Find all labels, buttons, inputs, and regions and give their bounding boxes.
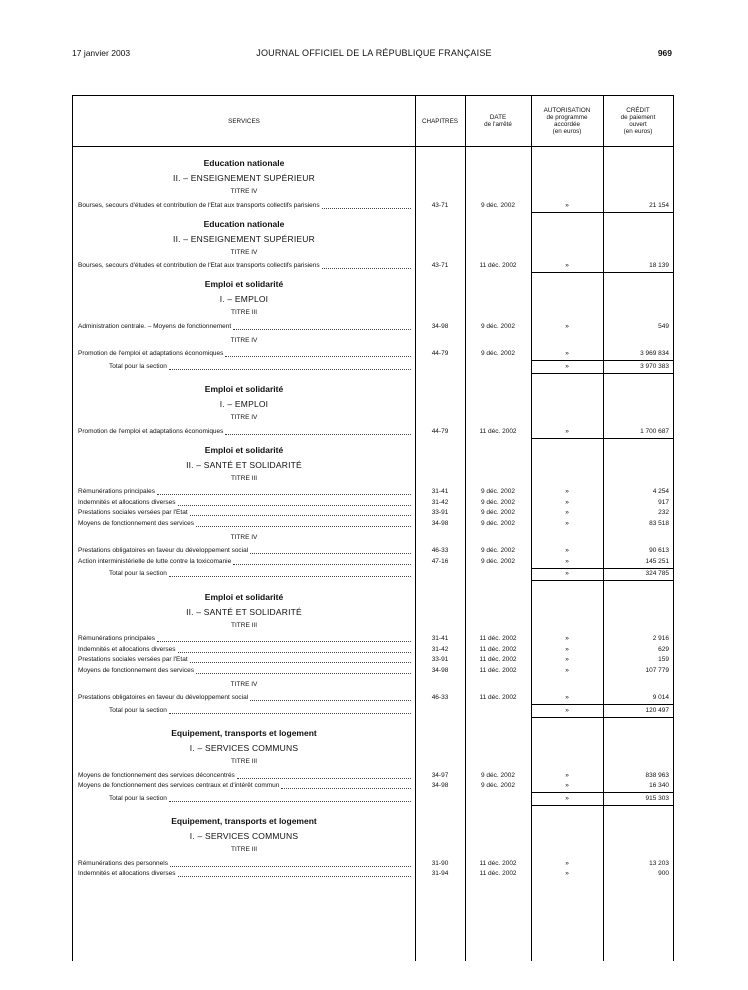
- row-label: Promotion de l'emploi et adaptations économiques: [78, 427, 224, 435]
- row-credit: 4 254: [652, 488, 669, 495]
- header-autorisation: AUTORISATION de programme accordée (en euros): [543, 107, 591, 135]
- row-autorisation: »: [565, 694, 569, 701]
- row-credit: 9 014: [652, 694, 669, 701]
- row-date: 9 déc. 2002: [481, 350, 515, 357]
- dot-leader: [157, 641, 411, 642]
- row-autorisation: »: [565, 666, 569, 674]
- titre-label: TITRE IV: [230, 414, 258, 421]
- dot-leader: [233, 329, 411, 330]
- dot-leader: [322, 208, 411, 209]
- dot-leader: [169, 369, 411, 370]
- titre-label: TITRE III: [231, 846, 257, 853]
- header-services: SERVICES: [228, 117, 260, 125]
- row-label: Prestations sociales versées par l'Etat: [78, 509, 188, 516]
- dot-leader: [281, 788, 411, 789]
- row-date: 9 déc. 2002: [481, 488, 515, 495]
- column-divider: [465, 96, 466, 961]
- dot-leader: [157, 494, 411, 495]
- subsection-title: II. – SANTÉ ET SOLIDARITÉ: [186, 459, 302, 470]
- row-label: Indemnités et allocations diverses: [78, 645, 176, 653]
- row-credit: 21 154: [649, 201, 669, 209]
- row-autorisation: »: [565, 870, 569, 877]
- row-credit: 16 340: [649, 782, 669, 789]
- dot-leader: [196, 526, 411, 527]
- row-chapitre: 31-90: [431, 859, 449, 867]
- row-date: 11 déc. 2002: [479, 635, 517, 642]
- row-label: Action interministérielle de lutte contre la toxicomanie: [78, 557, 232, 565]
- row-autorisation: »: [565, 262, 569, 269]
- row-date: 9 déc. 2002: [481, 782, 515, 789]
- row-chapitre: 34-97: [431, 771, 449, 779]
- row-label: Moyens de fonctionnement des services: [78, 519, 194, 527]
- column-divider: [603, 96, 604, 961]
- row-date: 11 déc. 2002: [479, 870, 517, 877]
- row-autorisation: »: [565, 498, 569, 506]
- dot-leader: [250, 553, 411, 554]
- row-label: Rémunérations principales: [78, 488, 155, 495]
- dot-leader: [225, 434, 411, 435]
- row-autorisation: »: [565, 322, 569, 330]
- row-autorisation: »: [565, 350, 569, 357]
- dot-leader: [178, 876, 411, 877]
- row-credit: 917: [658, 498, 669, 506]
- row-label: Promotion de l'emploi et adaptations économiques: [78, 350, 224, 357]
- section-title: Education nationale: [203, 158, 285, 168]
- titre-label: TITRE III: [231, 621, 257, 629]
- total-label: Total pour la section: [109, 362, 167, 370]
- row-autorisation: »: [565, 509, 569, 516]
- row-date: 9 déc. 2002: [481, 201, 515, 209]
- dot-leader: [169, 801, 411, 802]
- header-date: DATE de l'arrêté: [484, 114, 512, 128]
- row-date: 9 déc. 2002: [481, 322, 515, 330]
- row-label: Indemnités et allocations diverses: [78, 498, 176, 506]
- row-autorisation: »: [565, 706, 569, 714]
- row-label: Bourses, secours d'études et contribution de l'Etat aux transports collectifs parisiens: [78, 201, 320, 209]
- dot-leader: [322, 268, 411, 269]
- row-autorisation: »: [565, 782, 569, 789]
- row-autorisation: »: [565, 557, 569, 565]
- amount-rule: [531, 438, 673, 439]
- row-chapitre: 34-98: [431, 322, 449, 330]
- row-chapitre: 33-91: [431, 509, 449, 516]
- row-credit: 3 969 834: [640, 350, 669, 357]
- row-credit: 107 779: [645, 666, 669, 674]
- row-label: Rémunérations des personnels: [78, 859, 168, 867]
- dot-leader: [225, 356, 411, 357]
- titre-label: TITRE IV: [230, 680, 258, 688]
- dot-leader: [169, 713, 411, 714]
- credits-table: [72, 95, 674, 961]
- row-credit: 324 785: [645, 570, 669, 577]
- row-date: 11 déc. 2002: [479, 859, 517, 867]
- total-label: Total pour la section: [109, 706, 167, 714]
- row-autorisation: »: [565, 771, 569, 779]
- amount-rule: [531, 805, 673, 806]
- titre-label: TITRE III: [231, 474, 257, 482]
- page-number: 969: [657, 48, 672, 58]
- row-autorisation: »: [565, 635, 569, 642]
- amount-rule: [531, 373, 673, 374]
- amount-rule: [531, 792, 673, 793]
- row-credit: 3 970 383: [640, 362, 669, 370]
- dot-leader: [169, 576, 411, 577]
- row-autorisation: »: [565, 362, 569, 370]
- subsection-title: I. – EMPLOI: [219, 294, 269, 304]
- row-autorisation: »: [565, 794, 569, 802]
- amount-rule: [531, 580, 673, 581]
- row-credit: 13 203: [649, 859, 669, 867]
- titre-label: TITRE IV: [230, 336, 258, 344]
- row-chapitre: 31-94: [431, 870, 449, 877]
- subsection-title: I. – EMPLOI: [219, 399, 269, 409]
- row-chapitre: 47-16: [431, 557, 449, 565]
- dot-leader: [250, 700, 411, 701]
- header-date: 17 janvier 2003: [72, 48, 131, 58]
- column-divider: [415, 96, 416, 961]
- row-label: Administration centrale. – Moyens de fonctionnement: [78, 322, 232, 330]
- section-title: Equipement, transports et logement: [171, 728, 317, 738]
- section-title: Emploi et solidarité: [204, 384, 284, 394]
- titre-label: TITRE IV: [230, 248, 258, 256]
- section-title: Emploi et solidarité: [204, 444, 284, 455]
- row-autorisation: »: [565, 570, 569, 577]
- section-title: Emploi et solidarité: [204, 591, 284, 602]
- row-credit: 18 139: [649, 262, 669, 269]
- row-label: Rémunérations principales: [78, 635, 155, 642]
- row-label: Prestations obligatoires en faveur du développement social: [78, 547, 249, 554]
- row-date: 11 déc. 2002: [479, 666, 517, 674]
- column-divider: [531, 96, 532, 961]
- row-date: 9 déc. 2002: [481, 519, 515, 527]
- titre-label: TITRE IV: [230, 533, 258, 541]
- row-credit: 2 916: [652, 635, 669, 642]
- row-credit: 232: [658, 509, 669, 516]
- row-autorisation: »: [565, 656, 569, 663]
- row-credit: 915 303: [645, 794, 669, 802]
- row-autorisation: »: [565, 201, 569, 209]
- header-credit: CRÉDIT de paiement ouvert (en euros): [620, 107, 656, 135]
- titre-label: TITRE III: [231, 758, 257, 765]
- row-date: 9 déc. 2002: [481, 547, 515, 554]
- row-date: 11 déc. 2002: [479, 645, 517, 653]
- row-chapitre: 31-42: [431, 498, 449, 506]
- dot-leader: [170, 866, 411, 867]
- row-credit: 1 700 687: [640, 427, 669, 435]
- row-date: 9 déc. 2002: [481, 771, 515, 779]
- row-chapitre: 46-33: [431, 694, 449, 701]
- row-credit: 90 613: [649, 547, 669, 554]
- row-chapitre: 33-91: [431, 656, 449, 663]
- row-credit: 549: [658, 322, 669, 330]
- row-autorisation: »: [565, 519, 569, 527]
- row-date: 11 déc. 2002: [479, 262, 517, 269]
- dot-leader: [190, 662, 411, 663]
- row-chapitre: 43-71: [431, 262, 449, 269]
- header-chapitres: CHAPITRES: [421, 117, 459, 125]
- dot-leader: [178, 505, 411, 506]
- row-date: 11 déc. 2002: [479, 427, 517, 435]
- row-label: Prestations sociales versées par l'Etat: [78, 656, 188, 663]
- total-label: Total pour la section: [109, 570, 167, 577]
- amount-rule: [531, 717, 673, 718]
- amount-rule: [531, 212, 673, 213]
- amount-rule: [531, 704, 673, 705]
- dot-leader: [190, 515, 411, 516]
- section-title: Emploi et solidarité: [204, 279, 284, 289]
- row-label: Prestations obligatoires en faveur du développement social: [78, 694, 249, 701]
- dot-leader: [196, 673, 411, 674]
- row-credit: 120 497: [645, 706, 669, 714]
- row-label: Bourses, secours d'études et contribution de l'Etat aux transports collectifs parisiens: [78, 262, 320, 269]
- subsection-title: II. – ENSEIGNEMENT SUPÉRIEUR: [173, 173, 315, 183]
- subsection-title: II. – SANTÉ ET SOLIDARITÉ: [186, 606, 302, 617]
- table-header: [73, 96, 673, 147]
- section-title: Equipement, transports et logement: [171, 816, 317, 826]
- row-autorisation: »: [565, 547, 569, 554]
- row-date: 9 déc. 2002: [481, 557, 515, 565]
- section-title: Education nationale: [203, 218, 285, 229]
- subsection-title: I. – SERVICES COMMUNS: [189, 743, 299, 753]
- amount-rule: [531, 272, 673, 273]
- dot-leader: [178, 652, 411, 653]
- row-date: 9 déc. 2002: [481, 498, 515, 506]
- row-autorisation: »: [565, 488, 569, 495]
- row-autorisation: »: [565, 645, 569, 653]
- row-date: 11 déc. 2002: [479, 694, 517, 701]
- row-chapitre: 31-41: [431, 635, 449, 642]
- subsection-title: I. – SERVICES COMMUNS: [189, 831, 299, 841]
- dot-leader: [233, 564, 411, 565]
- row-label: Moyens de fonctionnement des services centraux et d'intérêt commun: [78, 782, 280, 789]
- row-chapitre: 31-42: [431, 645, 449, 653]
- row-chapitre: 34-98: [431, 519, 449, 527]
- journal-title: JOURNAL OFFICIEL DE LA RÉPUBLIQUE FRANÇAISE: [256, 48, 492, 58]
- total-label: Total pour la section: [109, 794, 167, 802]
- row-label: Indemnités et allocations diverses: [78, 870, 176, 877]
- row-label: Moyens de fonctionnement des services déconcentrés: [78, 771, 235, 779]
- row-date: 11 déc. 2002: [479, 656, 517, 663]
- titre-label: TITRE IV: [230, 188, 258, 195]
- amount-rule: [531, 360, 673, 361]
- row-chapitre: 34-98: [431, 666, 449, 674]
- titre-label: TITRE III: [231, 309, 257, 316]
- row-credit: 900: [658, 870, 669, 877]
- row-chapitre: 34-98: [431, 782, 449, 789]
- row-chapitre: 31-41: [431, 488, 449, 495]
- row-date: 9 déc. 2002: [481, 509, 515, 516]
- row-credit: 159: [658, 656, 669, 663]
- row-autorisation: »: [565, 859, 569, 867]
- row-chapitre: 44-79: [431, 350, 449, 357]
- row-autorisation: »: [565, 427, 569, 435]
- amount-rule: [531, 568, 673, 569]
- row-chapitre: 43-71: [431, 201, 449, 209]
- row-chapitre: 46-33: [431, 547, 449, 554]
- subsection-title: II. – ENSEIGNEMENT SUPÉRIEUR: [173, 233, 315, 244]
- row-label: Moyens de fonctionnement des services: [78, 666, 194, 674]
- row-credit: 145 251: [645, 557, 669, 565]
- row-chapitre: 44-79: [431, 427, 449, 435]
- row-credit: 838 963: [645, 771, 669, 779]
- row-credit: 83 518: [649, 519, 669, 527]
- row-credit: 629: [658, 645, 669, 653]
- dot-leader: [237, 778, 411, 779]
